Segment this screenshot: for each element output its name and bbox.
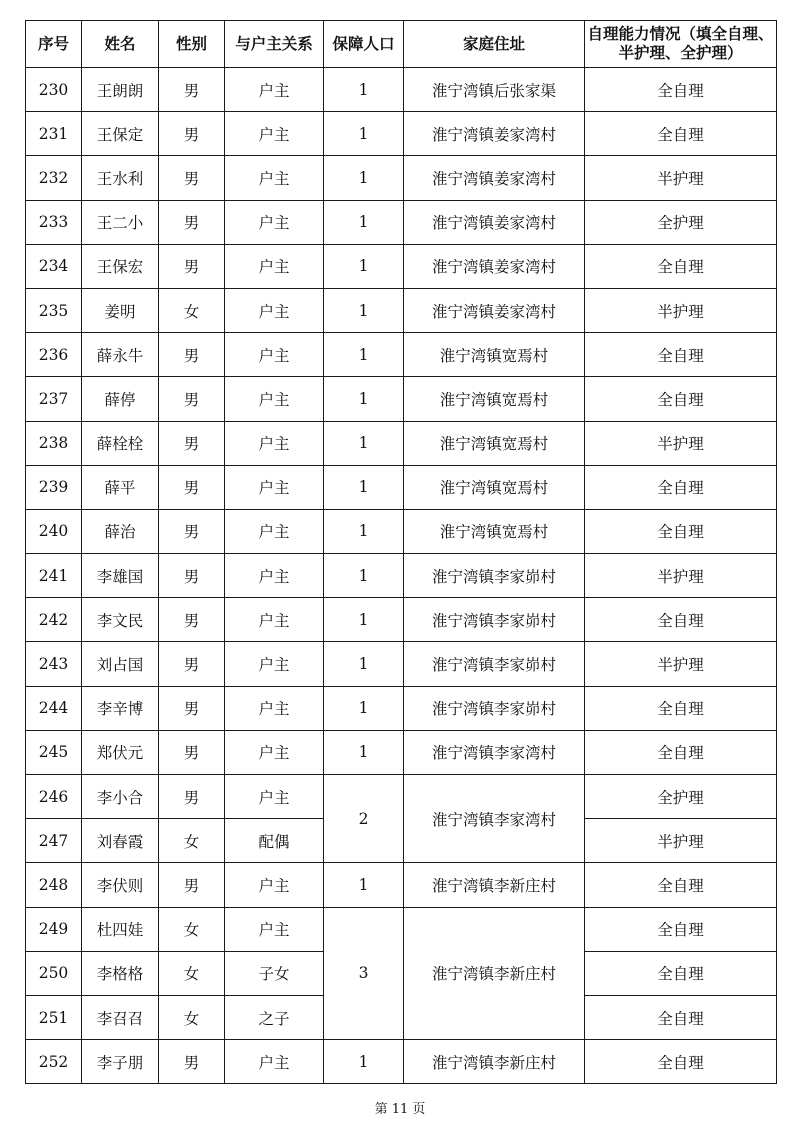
cell-name: 薛平 — [82, 465, 159, 509]
cell-gender: 女 — [159, 907, 225, 951]
cell-no: 239 — [26, 465, 82, 509]
cell-address: 淮宁湾镇姜家湾村 — [404, 112, 585, 156]
cell-relation: 户主 — [225, 244, 324, 288]
cell-population: 1 — [324, 465, 404, 509]
cell-address: 淮宁湾镇宽焉村 — [404, 465, 585, 509]
table-row — [26, 1040, 777, 1084]
cell-gender: 男 — [159, 465, 225, 509]
cell-population: 1 — [324, 554, 404, 598]
cell-population: 1 — [324, 244, 404, 288]
cell-gender: 男 — [159, 554, 225, 598]
cell-address: 淮宁湾镇李家峁村 — [404, 642, 585, 686]
cell-name: 李格格 — [82, 951, 159, 995]
cell-address: 淮宁湾镇李家湾村 — [404, 730, 585, 774]
header-row — [26, 21, 777, 68]
cell-population: 1 — [324, 421, 404, 465]
cell-ability: 半护理 — [585, 156, 777, 200]
table-row — [26, 68, 777, 112]
cell-name: 杜四娃 — [82, 907, 159, 951]
cell-no: 242 — [26, 598, 82, 642]
cell-population: 1 — [324, 598, 404, 642]
cell-no: 236 — [26, 333, 82, 377]
cell-gender: 男 — [159, 775, 225, 819]
cell-relation: 户主 — [225, 598, 324, 642]
cell-no: 245 — [26, 730, 82, 774]
cell-ability: 半护理 — [585, 421, 777, 465]
cell-gender: 男 — [159, 244, 225, 288]
cell-no: 250 — [26, 951, 82, 995]
cell-relation: 户主 — [225, 642, 324, 686]
cell-relation: 户主 — [225, 907, 324, 951]
cell-ability: 全自理 — [585, 333, 777, 377]
header-gender: 性别 — [159, 21, 225, 68]
cell-gender: 女 — [159, 995, 225, 1039]
cell-gender: 男 — [159, 112, 225, 156]
cell-name: 刘春霞 — [82, 819, 159, 863]
cell-gender: 男 — [159, 68, 225, 112]
cell-address: 淮宁湾镇李家湾村 — [404, 775, 585, 863]
cell-no: 240 — [26, 509, 82, 553]
table-row — [26, 642, 777, 686]
table-row — [26, 156, 777, 200]
cell-relation: 户主 — [225, 288, 324, 332]
cell-no: 231 — [26, 112, 82, 156]
cell-relation: 户主 — [225, 200, 324, 244]
header-name: 姓名 — [82, 21, 159, 68]
cell-no: 241 — [26, 554, 82, 598]
cell-population: 1 — [324, 333, 404, 377]
cell-gender: 男 — [159, 598, 225, 642]
cell-population: 1 — [324, 68, 404, 112]
cell-no: 237 — [26, 377, 82, 421]
cell-ability: 全自理 — [585, 907, 777, 951]
cell-ability: 全自理 — [585, 377, 777, 421]
cell-address: 淮宁湾镇姜家湾村 — [404, 200, 585, 244]
cell-address: 淮宁湾镇李新庄村 — [404, 863, 585, 907]
cell-name: 李子朋 — [82, 1040, 159, 1084]
cell-ability: 全自理 — [585, 686, 777, 730]
table-row — [26, 730, 777, 774]
cell-ability: 全自理 — [585, 509, 777, 553]
cell-population: 1 — [324, 377, 404, 421]
cell-address: 淮宁湾镇李家峁村 — [404, 554, 585, 598]
cell-ability: 全自理 — [585, 951, 777, 995]
cell-gender: 女 — [159, 819, 225, 863]
cell-name: 王朗朗 — [82, 68, 159, 112]
cell-no: 233 — [26, 200, 82, 244]
cell-address: 淮宁湾镇李家峁村 — [404, 686, 585, 730]
cell-address: 淮宁湾镇李新庄村 — [404, 1040, 585, 1084]
cell-ability: 全自理 — [585, 68, 777, 112]
cell-ability: 半护理 — [585, 642, 777, 686]
cell-relation: 户主 — [225, 465, 324, 509]
cell-name: 郑伏元 — [82, 730, 159, 774]
cell-population: 1 — [324, 288, 404, 332]
cell-relation: 之子 — [225, 995, 324, 1039]
cell-name: 李雄国 — [82, 554, 159, 598]
cell-no: 246 — [26, 775, 82, 819]
table-row — [26, 598, 777, 642]
cell-name: 李小合 — [82, 775, 159, 819]
cell-population: 1 — [324, 509, 404, 553]
cell-relation: 户主 — [225, 112, 324, 156]
cell-gender: 男 — [159, 730, 225, 774]
cell-no: 238 — [26, 421, 82, 465]
cell-gender: 男 — [159, 642, 225, 686]
cell-ability: 全护理 — [585, 775, 777, 819]
cell-no: 234 — [26, 244, 82, 288]
table-row — [26, 333, 777, 377]
cell-population: 1 — [324, 686, 404, 730]
table-row — [26, 686, 777, 730]
cell-name: 李文民 — [82, 598, 159, 642]
cell-gender: 女 — [159, 951, 225, 995]
table-row — [26, 200, 777, 244]
cell-no: 247 — [26, 819, 82, 863]
roster-table — [25, 20, 777, 1084]
cell-relation: 户主 — [225, 377, 324, 421]
cell-ability: 全自理 — [585, 465, 777, 509]
cell-ability: 半护理 — [585, 554, 777, 598]
cell-population: 1 — [324, 863, 404, 907]
cell-address: 淮宁湾镇宽焉村 — [404, 333, 585, 377]
cell-ability: 全自理 — [585, 730, 777, 774]
cell-population: 3 — [324, 907, 404, 1040]
header-no: 序号 — [26, 21, 82, 68]
cell-ability: 全自理 — [585, 1040, 777, 1084]
cell-name: 王水利 — [82, 156, 159, 200]
cell-address: 淮宁湾镇姜家湾村 — [404, 156, 585, 200]
cell-ability: 全自理 — [585, 995, 777, 1039]
table-header — [26, 21, 777, 68]
cell-population: 2 — [324, 775, 404, 863]
cell-address: 淮宁湾镇姜家湾村 — [404, 244, 585, 288]
cell-population: 1 — [324, 112, 404, 156]
cell-gender: 男 — [159, 421, 225, 465]
cell-name: 王保定 — [82, 112, 159, 156]
table-body — [26, 68, 777, 1084]
cell-gender: 男 — [159, 333, 225, 377]
cell-address: 淮宁湾镇宽焉村 — [404, 377, 585, 421]
cell-address: 淮宁湾镇李新庄村 — [404, 907, 585, 1040]
cell-ability: 全自理 — [585, 244, 777, 288]
cell-address: 淮宁湾镇宽焉村 — [404, 509, 585, 553]
cell-relation: 户主 — [225, 686, 324, 730]
header-population: 保障人口 — [324, 21, 404, 68]
table-row — [26, 112, 777, 156]
cell-name: 刘占国 — [82, 642, 159, 686]
cell-gender: 男 — [159, 509, 225, 553]
cell-ability: 全自理 — [585, 598, 777, 642]
cell-relation: 户主 — [225, 156, 324, 200]
cell-name: 薛永牛 — [82, 333, 159, 377]
header-relation: 与户主关系 — [225, 21, 324, 68]
table-row — [26, 421, 777, 465]
cell-ability: 半护理 — [585, 288, 777, 332]
cell-relation: 户主 — [225, 509, 324, 553]
cell-name: 王二小 — [82, 200, 159, 244]
cell-no: 251 — [26, 995, 82, 1039]
cell-no: 248 — [26, 863, 82, 907]
cell-ability: 全自理 — [585, 863, 777, 907]
cell-population: 1 — [324, 200, 404, 244]
cell-relation: 子女 — [225, 951, 324, 995]
cell-name: 姜明 — [82, 288, 159, 332]
cell-population: 1 — [324, 1040, 404, 1084]
cell-address: 淮宁湾镇后张家渠 — [404, 68, 585, 112]
cell-relation: 户主 — [225, 68, 324, 112]
cell-name: 薛治 — [82, 509, 159, 553]
cell-no: 230 — [26, 68, 82, 112]
cell-name: 李辛博 — [82, 686, 159, 730]
table-row — [26, 863, 777, 907]
table-row — [26, 377, 777, 421]
table-row — [26, 554, 777, 598]
cell-gender: 女 — [159, 288, 225, 332]
cell-no: 235 — [26, 288, 82, 332]
cell-name: 李召召 — [82, 995, 159, 1039]
cell-no: 232 — [26, 156, 82, 200]
cell-ability: 全护理 — [585, 200, 777, 244]
cell-relation: 户主 — [225, 421, 324, 465]
cell-gender: 男 — [159, 686, 225, 730]
cell-population: 1 — [324, 730, 404, 774]
cell-relation: 户主 — [225, 775, 324, 819]
cell-relation: 配偶 — [225, 819, 324, 863]
table-row — [26, 244, 777, 288]
table-row — [26, 288, 777, 332]
cell-gender: 男 — [159, 377, 225, 421]
cell-gender: 男 — [159, 863, 225, 907]
cell-address: 淮宁湾镇宽焉村 — [404, 421, 585, 465]
cell-gender: 男 — [159, 1040, 225, 1084]
cell-name: 李伏则 — [82, 863, 159, 907]
page-number: 第 11 页 — [374, 1102, 426, 1117]
cell-relation: 户主 — [225, 1040, 324, 1084]
cell-no: 252 — [26, 1040, 82, 1084]
table-row — [26, 465, 777, 509]
cell-no: 244 — [26, 686, 82, 730]
cell-address: 淮宁湾镇姜家湾村 — [404, 288, 585, 332]
cell-population: 1 — [324, 642, 404, 686]
header-address: 家庭住址 — [404, 21, 585, 68]
cell-no: 243 — [26, 642, 82, 686]
cell-relation: 户主 — [225, 333, 324, 377]
cell-ability: 半护理 — [585, 819, 777, 863]
cell-gender: 男 — [159, 156, 225, 200]
table-row — [26, 775, 777, 819]
cell-no: 249 — [26, 907, 82, 951]
cell-name: 王保宏 — [82, 244, 159, 288]
cell-gender: 男 — [159, 200, 225, 244]
table-row — [26, 907, 777, 951]
cell-population: 1 — [324, 156, 404, 200]
cell-relation: 户主 — [225, 863, 324, 907]
cell-relation: 户主 — [225, 554, 324, 598]
table-row — [26, 509, 777, 553]
cell-address: 淮宁湾镇李家峁村 — [404, 598, 585, 642]
header-ability: 自理能力情况（填全自理、半护理、全护理） — [585, 21, 777, 68]
cell-name: 薛停 — [82, 377, 159, 421]
cell-ability: 全自理 — [585, 112, 777, 156]
cell-name: 薛栓栓 — [82, 421, 159, 465]
cell-relation: 户主 — [225, 730, 324, 774]
